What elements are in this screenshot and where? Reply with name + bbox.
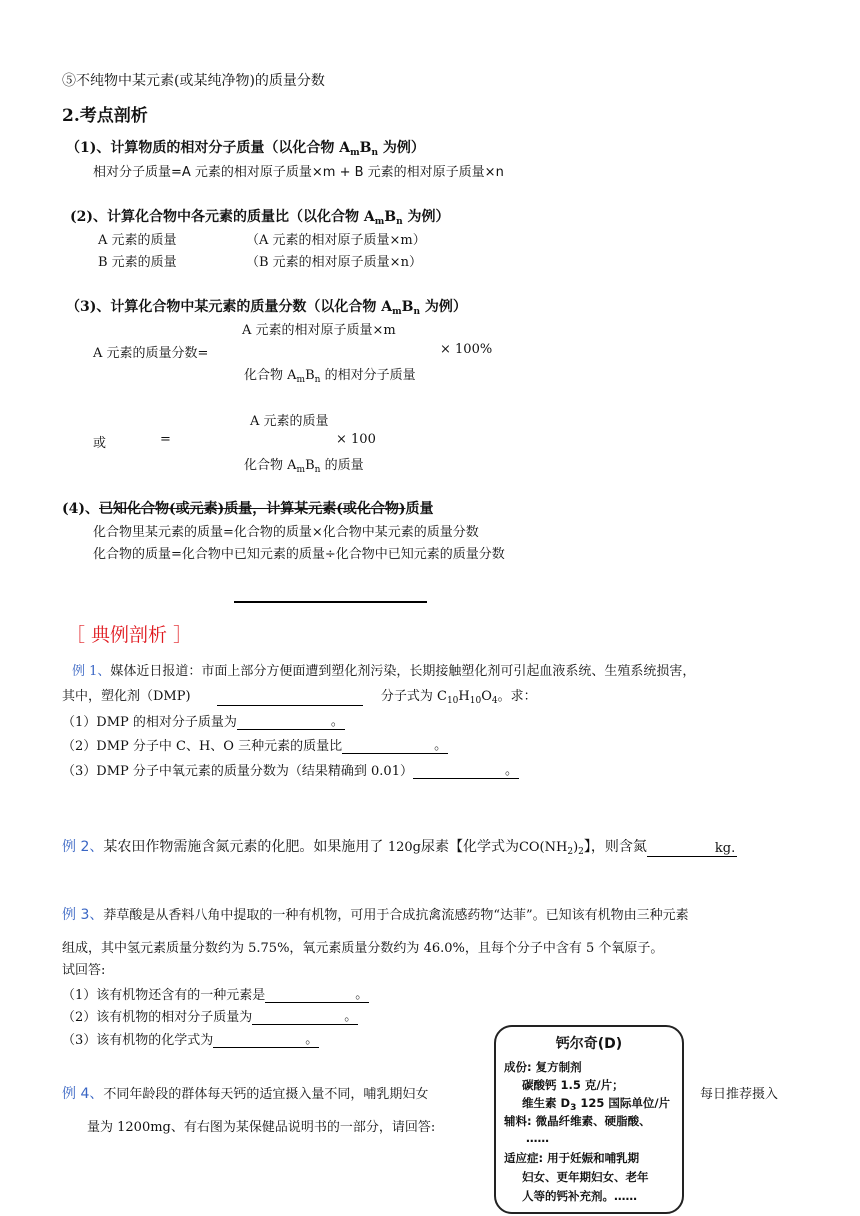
label-line-8: 人等的钙补充剂。……	[522, 1189, 637, 1203]
ex4-label: 例 4、	[62, 1086, 104, 1102]
answer-blank[interactable]: 。	[265, 983, 369, 1003]
part4-title: (4)、已知化合物(或元素)质量，计算某元素(或化合物)质量	[62, 501, 434, 517]
label-line-2: 碳酸钙 1.5 克/片；	[522, 1078, 624, 1092]
part2-row2-right: （B 元素的相对原子质量×n）	[246, 255, 422, 270]
part3-alt-eq: =	[160, 432, 171, 447]
label-line-6: 适应症: 用于妊娠和哺乳期	[504, 1151, 640, 1165]
label-line-1: 成份: 复方制剂	[504, 1060, 582, 1074]
label-title: 钙尔奇(D)	[555, 1036, 623, 1052]
part3-alt-numerator: A 元素的质量	[250, 414, 329, 429]
part4-line2: 化合物的质量=化合物中已知元素的质量÷化合物中已知元素的质量分数	[93, 547, 505, 562]
part3-title: （3)、计算化合物中某元素的质量分数（以化合物 $A_mB_n$ 为例）	[66, 299, 467, 317]
ex2-label: 例 2、	[62, 839, 104, 855]
ex4-line1-end: 每日推荐摄入	[700, 1087, 779, 1102]
part3-times: × 100%	[440, 342, 493, 357]
ex3-label: 例 3、	[62, 907, 104, 923]
examples-heading: ［ 典例剖析 ］	[66, 624, 193, 646]
ex4-line2: 量为 1200mg、有右图为某保健品说明书的一部分，请回答:	[87, 1120, 436, 1135]
part2-row1-left: A 元素的质量	[98, 233, 177, 248]
part3-alt-denominator: 化合物 $A_mB_n$ 的质量	[244, 458, 364, 475]
part2-row2-left: B 元素的质量	[98, 255, 177, 270]
supplement-label	[494, 1025, 684, 1214]
ex1-q3: （3）DMP 分子中氧元素的质量分数为（结果精确到 0.01） 。	[62, 759, 519, 779]
ex3-line1: 例 3、莽草酸是从香料八角中提取的一种有机物，可用于合成抗禽流感药物“达菲”。已知该有机物由三种元素	[62, 907, 689, 923]
divider	[234, 601, 427, 603]
ex3-q2: （2）该有机物的相对分子质量为 。	[62, 1005, 358, 1025]
answer-blank[interactable]: 。	[213, 1028, 319, 1048]
label-line-5: ……	[526, 1131, 549, 1145]
answer-blank[interactable]: 。	[413, 759, 519, 779]
ex3-line2: 组成，其中氢元素质量分数约为 5.75%，氧元素质量分数约为 46.0%，且每个分子中含有 5 个氧原子。	[62, 941, 664, 956]
answer-blank[interactable]: 。	[237, 710, 345, 730]
answer-blank[interactable]: kg.	[647, 841, 737, 857]
part3-denominator: 化合物 $A_mB_n$ 的相对分子质量	[244, 368, 416, 385]
ex1-line1: 例 1、媒体近日报道：市面上部分方便面遭到塑化剂污染，长期接触塑化剂可引起血液系统、生殖系统损害，	[72, 664, 696, 679]
section-heading: 2.考点剖析	[62, 106, 148, 126]
label-line-4: 辅料: 微晶纤维素、硬脂酸、	[504, 1114, 651, 1128]
ex1-q1: （1）DMP 的相对分子质量为 。	[62, 710, 345, 730]
answer-blank[interactable]: 。	[342, 734, 448, 754]
ex4-line1: 例 4、不同年龄段的群体每天钙的适宜摄入量不同，哺乳期妇女	[62, 1086, 429, 1102]
ex3-line3: 试回答:	[62, 963, 106, 978]
part4-line1: 化合物里某元素的质量=化合物的质量×化合物中某元素的质量分数	[93, 525, 479, 540]
label-line-7: 妇女、更年期妇女、老年	[522, 1170, 649, 1184]
label-line-3: 维生素 $D_3$ 125 国际单位/片	[522, 1096, 671, 1113]
ex2-line: 例 2、某农田作物需施含氮元素的化肥。如果施用了 120g尿素【化学式为$CO(NH_2)_2$】，则含氮 kg.	[62, 839, 736, 857]
part3-label: A 元素的质量分数=	[93, 346, 209, 361]
part3-numerator: A 元素的相对原子质量×m	[242, 323, 396, 338]
part1-title: （1)、计算物质的相对分子质量（以化合物 $A_mB_n$ 为例）	[66, 140, 425, 158]
ex1-label: 例 1、	[72, 664, 111, 679]
part2-row1-right: （A 元素的相对原子质量×m）	[246, 233, 426, 248]
part2-title: (2)、计算化合物中各元素的质量比（以化合物 $A_mB_n$ 为例）	[70, 209, 450, 227]
ex1-blank-0[interactable]	[217, 705, 363, 706]
ex3-q3: （3）该有机物的化学式为 。	[62, 1028, 319, 1048]
answer-blank[interactable]: 。	[252, 1005, 358, 1025]
item-5-text: ⑤不纯物中某元素(或某纯净物)的质量分数	[62, 73, 325, 89]
part1-formula: 相对分子质量=A 元素的相对原子质量×m + B 元素的相对原子质量×n	[93, 165, 504, 180]
ex1-q2: （2）DMP 分子中 C、H、O 三种元素的质量比 。	[62, 734, 448, 754]
part3-alt-times: × 100	[336, 432, 376, 447]
part3-alt-label: 或	[93, 436, 107, 451]
ex3-q1: （1）该有机物还含有的一种元素是 。	[62, 983, 369, 1003]
ex1-line2: 其中，塑化剂（DMP) 分子式为 $C_{10}H_{10}O_4$。求：	[62, 689, 537, 706]
